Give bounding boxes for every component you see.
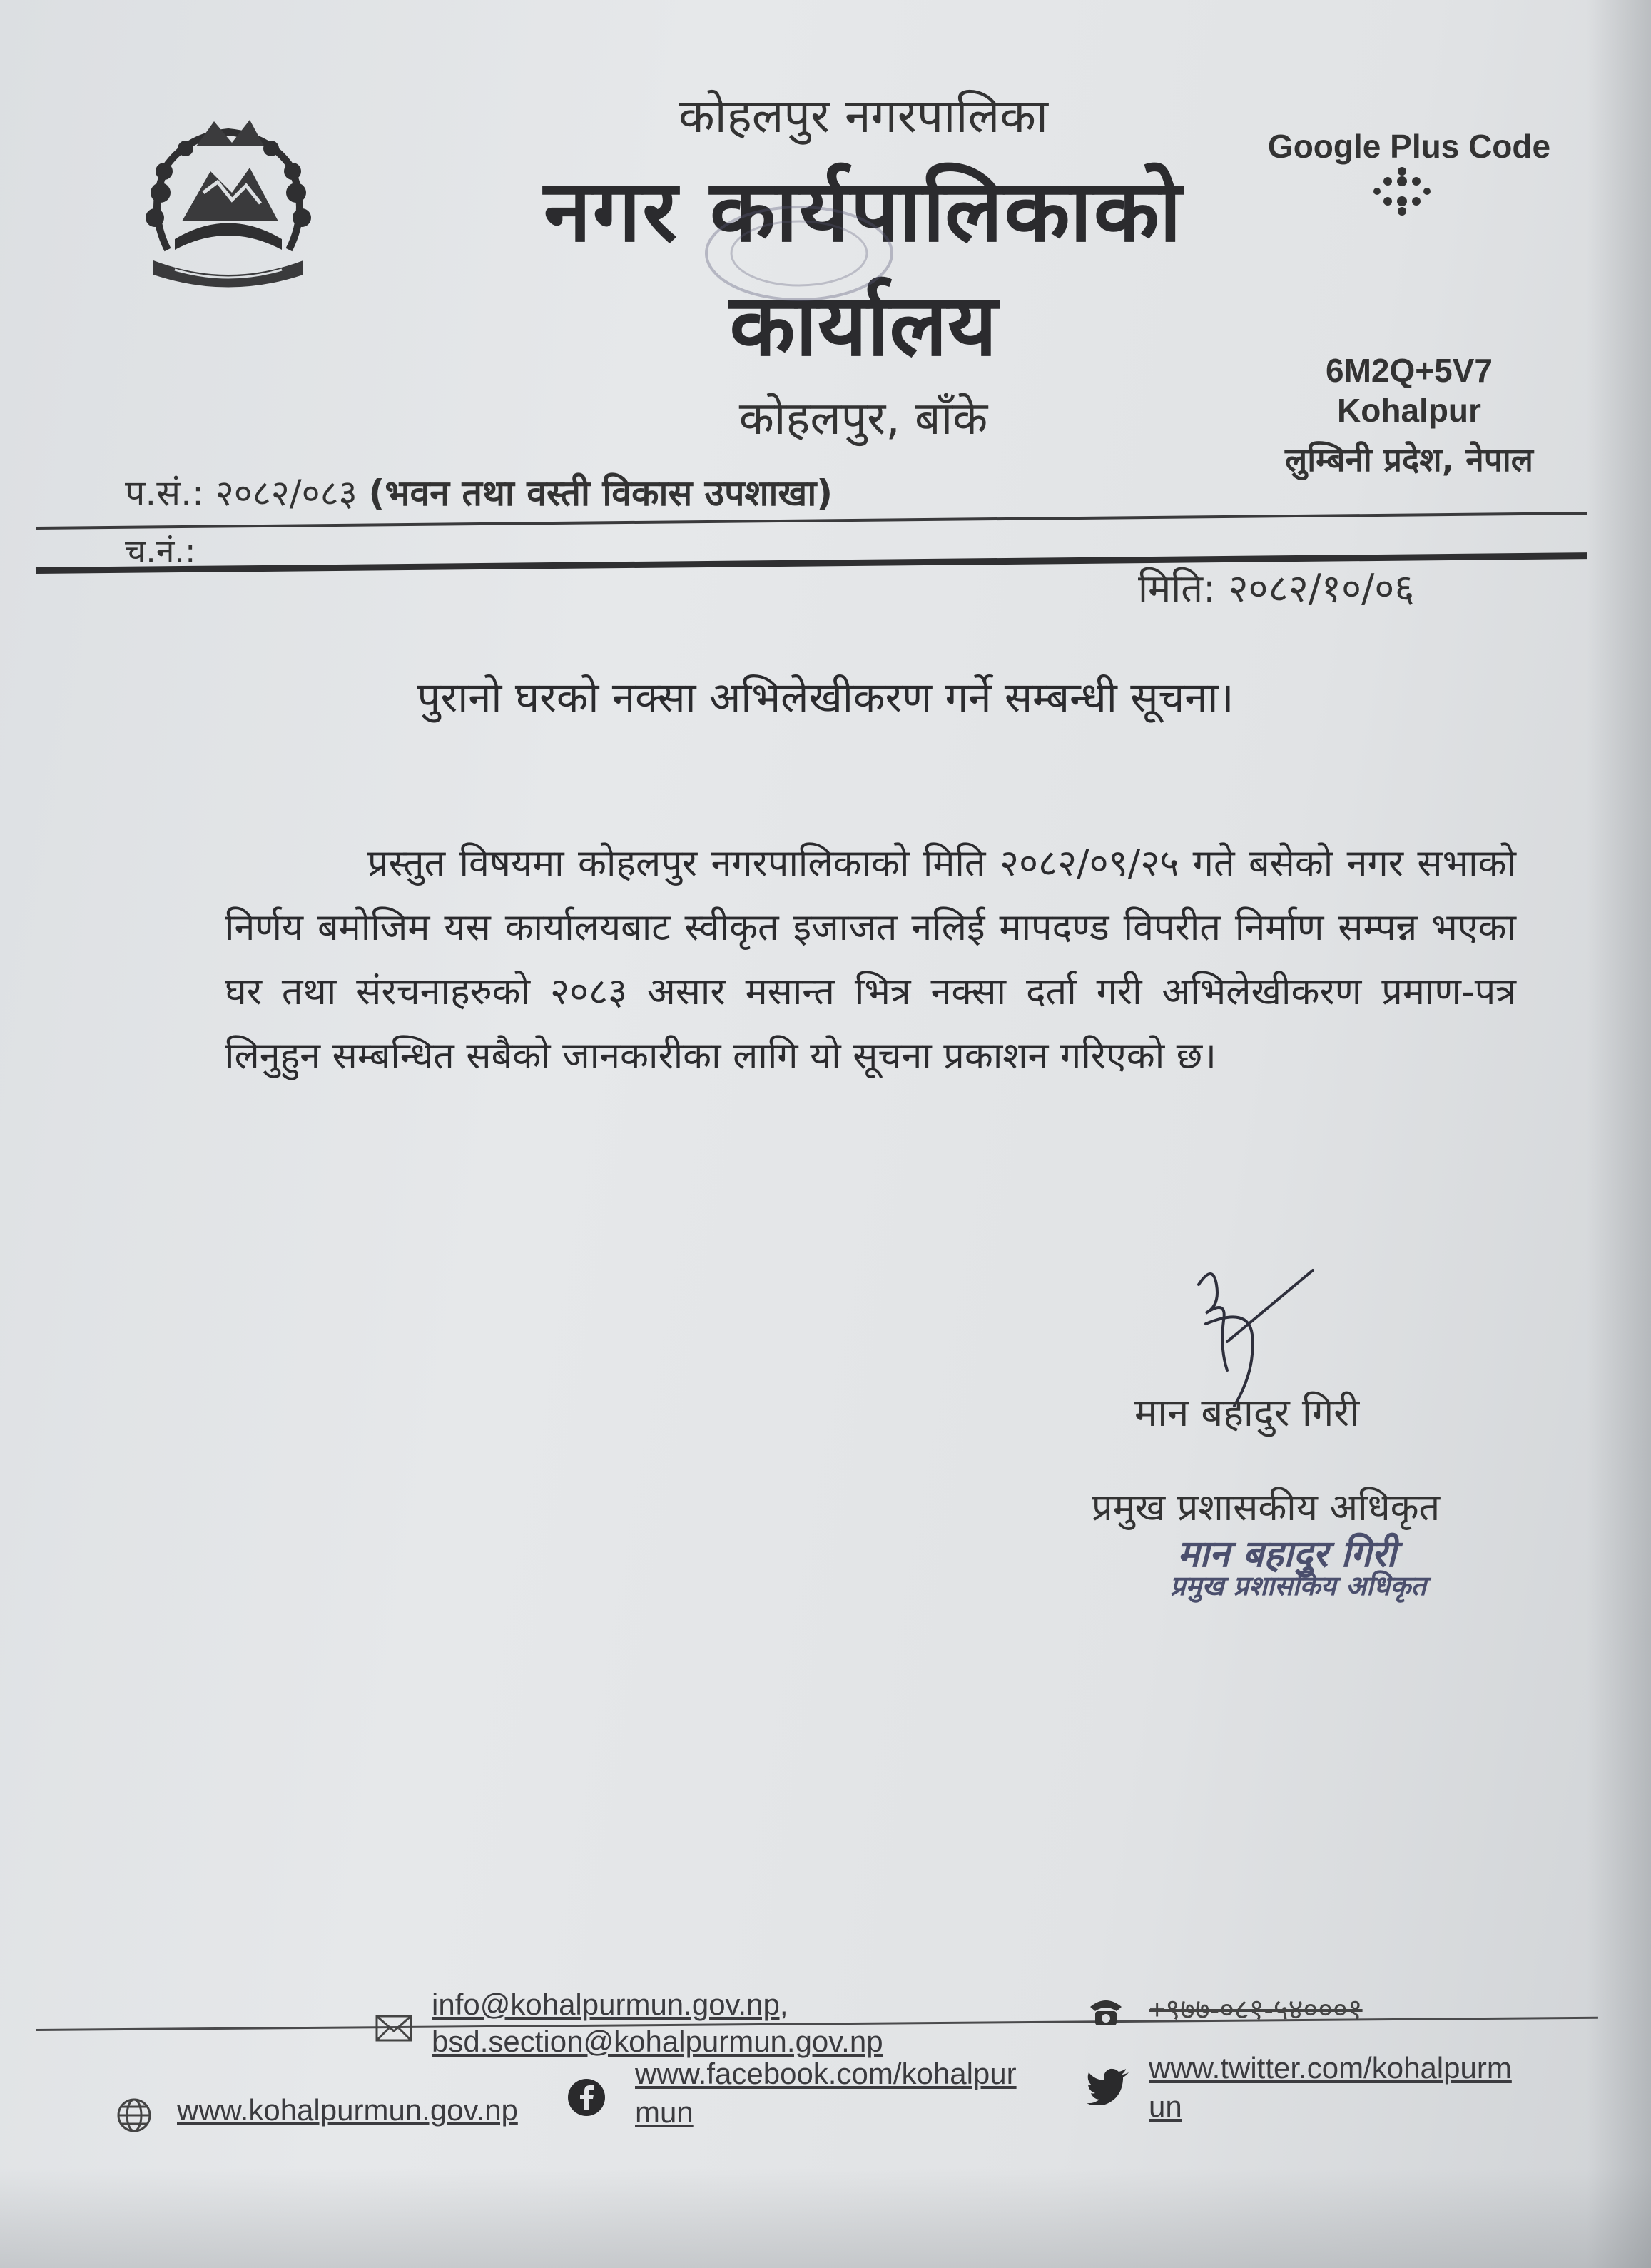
municipality-name: कोहलपुर नगरपालिका [678, 88, 1049, 143]
notice-subject: पुरानो घरको नक्सा अभिलेखीकरण गर्ने सम्बन्धी सूचना। [417, 673, 1234, 722]
plus-code-city: Kohalpur [1337, 392, 1481, 429]
website-link[interactable]: www.kohalpurmun.gov.np [177, 2093, 518, 2127]
signatory-name: मान बहादुर गिरी [1134, 1390, 1360, 1435]
page-shadow-right [1587, 0, 1651, 2268]
office-title-line1: नगर कार्यपालिकाको [543, 162, 1184, 261]
phone-number: +९७७-०८१-५४०००१ [1149, 1994, 1363, 2025]
globe-icon [116, 2097, 153, 2134]
facebook-icon [567, 2078, 606, 2117]
stamp-title: प्रमुख प्रशासकिय अधिकृत [1170, 1570, 1427, 1601]
facebook-link-line1[interactable]: www.facebook.com/kohalpur [635, 2057, 1017, 2090]
notice-body: प्रस्तुत विषयमा कोहलपुर नगरपालिकाको मिति २०८२/०९/२५ गते बसेको नगर सभाको निर्णय बमोजिम यस कार्यालयबाट स्वीकृत इजाजत नलिई मापदण्ड विपरीत निर्माण सम्पन्न भएका घर तथा संरचनाहरुको २०८३ असार मसान्त भित्र नक्सा दर्ता गरी अभिलेखीकरण प्रमाण-पत्र लिनुहुन सम्बन्धित सबैको जानकारीका लागि यो सूचना प्रकाशन गरिएको छ। [225, 842, 1516, 1078]
phone-icon [1088, 1995, 1124, 2028]
twitter-link-line2[interactable]: un [1149, 2090, 1182, 2123]
google-plus-code-icon [1370, 166, 1434, 216]
page-shadow-bottom [0, 2168, 1651, 2268]
notice-date [1138, 560, 1414, 613]
date-separator: : [1203, 566, 1229, 611]
office-address: कोहलपुर, बाँके [738, 393, 988, 445]
plus-code-value: 6M2Q+5V7 [1326, 352, 1493, 389]
office-title-line2: कार्यालय [729, 276, 997, 375]
mail-icon [375, 2014, 413, 2042]
reference-line [125, 467, 833, 516]
challan-number: च.नं.: [125, 532, 196, 570]
plus-code-label: Google Plus Code [1267, 128, 1551, 165]
date-label: मिति [1138, 566, 1204, 611]
email-link-info[interactable]: info@kohalpurmun.gov.np, [432, 1988, 788, 2021]
reference-number: प.सं.: २०८२/०८३ [125, 472, 357, 514]
facebook-link-line2[interactable]: mun [635, 2095, 694, 2129]
plus-code-province: लुम्बिनी प्रदेश, नेपाल [1285, 440, 1533, 479]
section-name: (भवन तथा वस्ती विकास उपशाखा) [368, 472, 833, 514]
stamp-name: मान बहादुर गिरी [1177, 1533, 1396, 1576]
nepal-government-emblem-icon [125, 114, 332, 293]
office-seal-icon [699, 200, 899, 307]
twitter-icon [1086, 2068, 1130, 2105]
signatory-title: प्रमुख प्रशासकीय अधिकृत [1092, 1487, 1441, 1529]
date-value: २०८२/१०/०६ [1228, 566, 1415, 611]
email-link-bsd[interactable]: bsd.section@kohalpurmun.gov.np [432, 2025, 883, 2058]
twitter-link-line1[interactable]: www.twitter.com/kohalpurm [1149, 2051, 1512, 2085]
